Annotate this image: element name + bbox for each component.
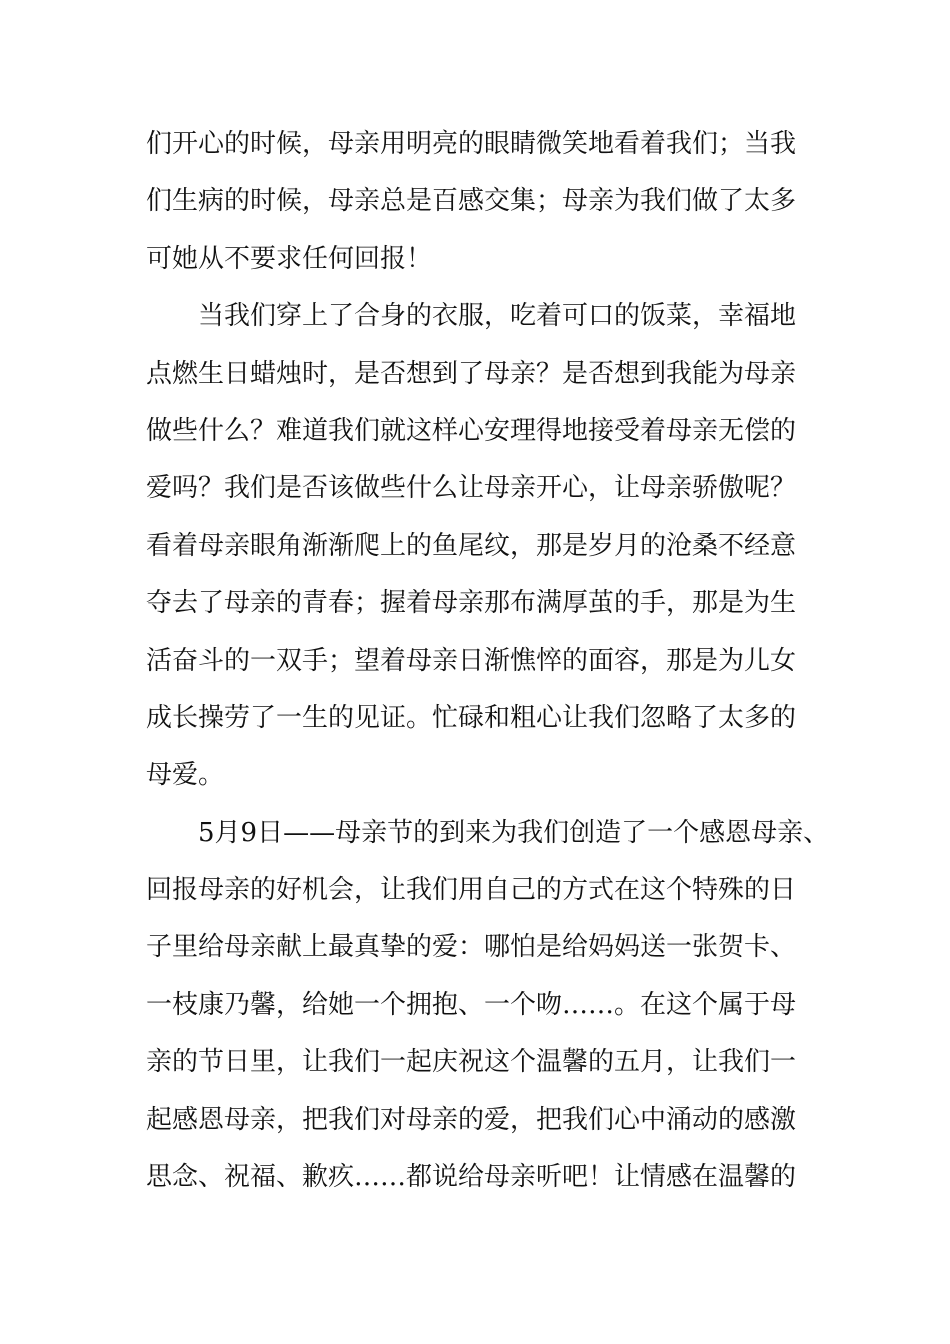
paragraph-start-line: 当我们穿上了合身的衣服，吃着可口的饭菜，幸福地: [198, 301, 797, 332]
paragraph-start-line: 5月9日——母亲节的到来为我们创造了一个感恩母亲、: [198, 817, 830, 848]
text-line: 可她从不要求任何回报！: [146, 243, 433, 274]
text-line: 子里给母亲献上最真挚的爱：哪怕是给妈妈送一张贺卡、: [146, 932, 797, 963]
text-line: 成长操劳了一生的见证。忙碌和粗心让我们忽略了太多的: [146, 702, 797, 733]
text-line: 母爱。: [146, 760, 225, 791]
body-text: [146, 116, 830, 1206]
text-line: 亲的节日里，让我们一起庆祝这个温馨的五月，让我们一: [146, 1047, 797, 1078]
text-line: 起感恩母亲，把我们对母亲的爱，把我们心中涌动的感激: [146, 1104, 797, 1135]
text-line: 们开心的时候，母亲用明亮的眼睛微笑地看着我们；当我: [146, 129, 797, 159]
text-line: 看着母亲眼角渐渐爬上的鱼尾纹，那是岁月的沧桑不经意: [146, 530, 797, 561]
text-line: 爱吗？我们是否该做些什么让母亲开心，让母亲骄傲呢？: [146, 473, 797, 504]
text-line: 夺去了母亲的青春；握着母亲那布满厚茧的手，那是为生: [146, 588, 797, 619]
text-line: 活奋斗的一双手；望着母亲日渐憔悴的面容，那是为儿女: [146, 645, 797, 676]
text-line: 们生病的时候，母亲总是百感交集；母亲为我们做了太多: [146, 186, 797, 217]
text-line: 一枝康乃馨，给她一个拥抱、一个吻……。在这个属于母: [146, 989, 797, 1020]
text-line: 回报母亲的好机会，让我们用自己的方式在这个特殊的日: [146, 875, 797, 906]
text-line: 思念、祝福、歉疚……都说给母亲听吧！让情感在温馨的: [146, 1162, 797, 1193]
text-line: 做些什么？难道我们就这样心安理得地接受着母亲无偿的: [146, 415, 797, 446]
text-line: 点燃生日蜡烛时，是否想到了母亲？是否想到我能为母亲: [146, 358, 797, 389]
